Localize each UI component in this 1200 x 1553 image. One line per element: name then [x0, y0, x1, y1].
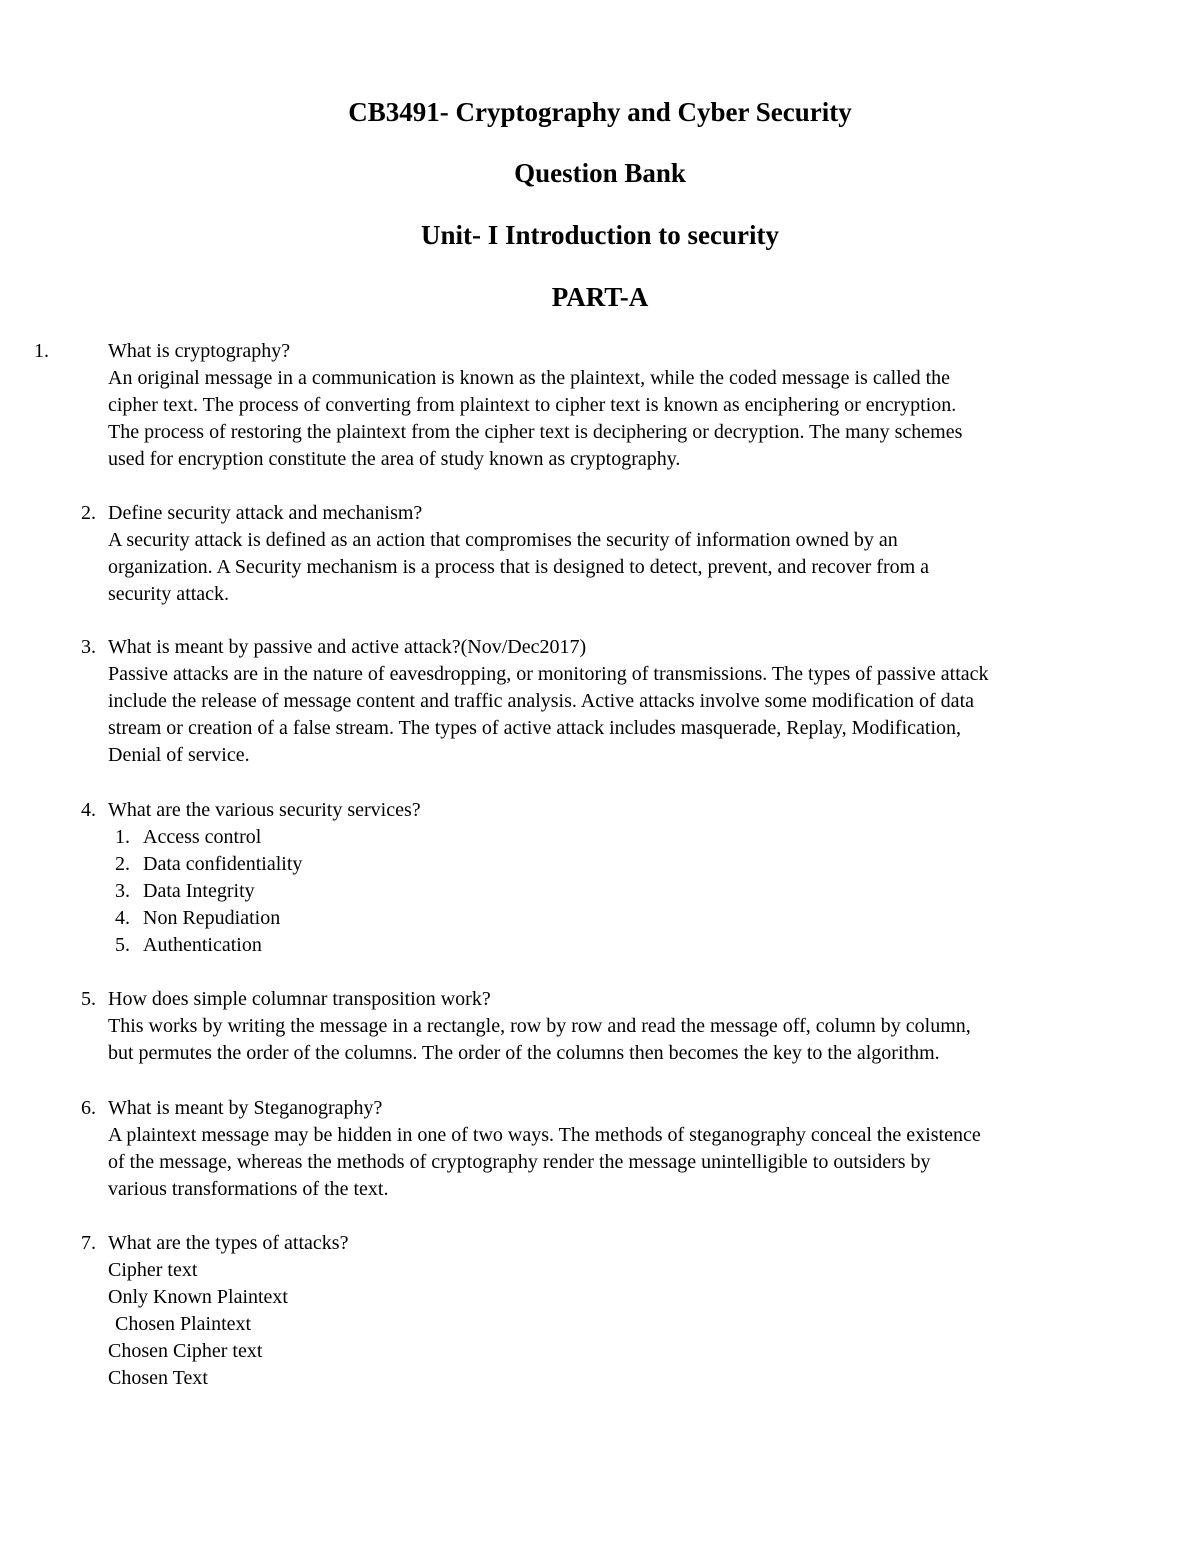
answer-line: of the message, whereas the methods of cryptography render the message unintelligible to outsiders by	[108, 1151, 931, 1173]
list-item-text: Non Repudiation	[143, 907, 281, 929]
list-item-text: Authentication	[143, 934, 262, 956]
list-item-number: 1.	[115, 826, 130, 848]
answer-line: The process of restoring the plaintext from the cipher text is deciphering or decryption. The many schemes	[108, 421, 963, 443]
list-item-number: 4.	[115, 907, 130, 929]
document-subtitle: Question Bank	[514, 158, 686, 188]
answer-line: organization. A Security mechanism is a process that is designed to detect, prevent, and recover from a	[108, 556, 930, 578]
question-text: What are the types of attacks?	[108, 1232, 349, 1254]
question-text: What is meant by passive and active attack?(Nov/Dec2017)	[108, 636, 587, 658]
answer-line: stream or creation of a false stream. The types of active attack includes masquerade, Replay, Modification,	[108, 717, 962, 739]
answer-line: various transformations of the text.	[108, 1178, 389, 1200]
answer-line: Chosen Plaintext	[115, 1313, 252, 1335]
question-number: 1.	[34, 340, 49, 362]
list-item	[108, 932, 1158, 959]
question-number: 2.	[81, 502, 96, 524]
question-number: 6.	[81, 1097, 96, 1119]
question-number: 3.	[81, 636, 96, 658]
question-text: How does simple columnar transposition work?	[108, 988, 491, 1010]
list-item-number: 2.	[115, 853, 130, 875]
answer-line: used for encryption constitute the area of study known as cryptography.	[108, 448, 681, 470]
answer-line: A plaintext message may be hidden in one of two ways. The methods of steganography conceal the existence	[108, 1124, 981, 1146]
list-item	[108, 824, 1158, 851]
answer-line: Chosen Cipher text	[108, 1340, 263, 1362]
answer-line: Chosen Text	[108, 1367, 208, 1389]
list-item	[108, 905, 1158, 932]
question-text: What is meant by Steganography?	[108, 1097, 383, 1119]
answer-line: Only Known Plaintext	[108, 1286, 288, 1308]
answer-line: include the release of message content and traffic analysis. Active attacks involve some modification of data	[108, 690, 974, 712]
answer-line: Denial of service.	[108, 744, 250, 766]
answer-line: A security attack is defined as an action that compromises the security of information owned by an	[108, 529, 898, 551]
answer-line: but permutes the order of the columns. The order of the columns then becomes the key to the algorithm.	[108, 1042, 940, 1064]
question-text: What is cryptography?	[108, 340, 291, 362]
question-text: Define security attack and mechanism?	[108, 502, 423, 524]
list-item-text: Access control	[143, 826, 262, 848]
question-text: What are the various security services?	[108, 799, 421, 821]
list-item	[108, 878, 1158, 905]
question-number: 7.	[81, 1232, 96, 1254]
document-title: CB3491- Cryptography and Cyber Security	[348, 97, 852, 127]
answer-line: An original message in a communication is known as the plaintext, while the coded message is called the	[108, 367, 951, 389]
part-heading: PART-A	[551, 282, 649, 312]
question-number: 5.	[81, 988, 96, 1010]
list-item-text: Data confidentiality	[143, 853, 303, 875]
unit-heading: Unit- I Introduction to security	[420, 220, 779, 250]
answer-line: Passive attacks are in the nature of eavesdropping, or monitoring of transmissions. The types of passive attack	[108, 663, 989, 685]
question-number: 4.	[81, 799, 96, 821]
list-item-number: 3.	[115, 880, 130, 902]
list-item	[108, 851, 1158, 878]
answer-line: security attack.	[108, 583, 230, 605]
list-item-text: Data Integrity	[143, 880, 255, 902]
list-item-number: 5.	[115, 934, 130, 956]
answer-line: Cipher text	[108, 1259, 198, 1281]
answer-line: cipher text. The process of converting from plaintext to cipher text is known as enciphering or encryption.	[108, 394, 957, 416]
answer-line: This works by writing the message in a rectangle, row by row and read the message off, column by column,	[108, 1015, 971, 1037]
